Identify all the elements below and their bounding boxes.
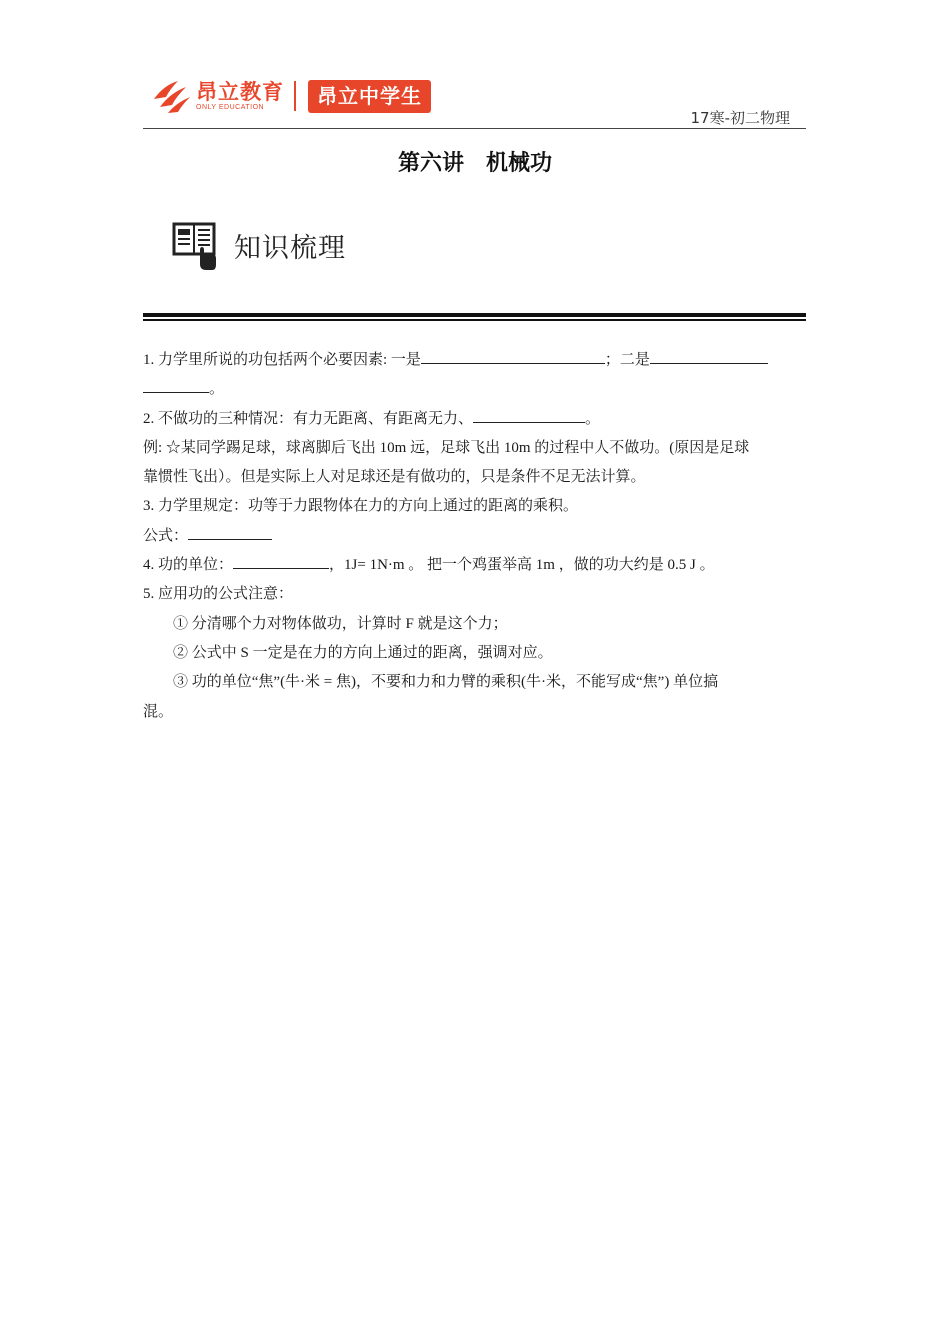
example-text: 靠惯性飞出）。但是实际上人对足球还是有做功的，只是条件不足无法计算。 bbox=[143, 469, 646, 486]
book-hand-icon bbox=[172, 220, 218, 272]
list-item: 3. 力学里规定：功等于力跟物体在力的方向上通过的距离的乘积。 bbox=[143, 498, 579, 515]
note-item: ① 分清哪个力对物体做功，计算时 F 就是这个力； bbox=[173, 615, 508, 632]
course-label: 17寒-初二物理 bbox=[690, 109, 790, 127]
lecture-title: 第六讲 机械功 bbox=[397, 151, 552, 176]
section-rule-thin bbox=[143, 319, 806, 321]
answer-blank bbox=[421, 349, 605, 364]
answer-blank bbox=[473, 408, 585, 423]
section-rule-thick bbox=[143, 313, 806, 317]
example-text: 例: ☆某同学踢足球，球离脚后飞出 10m 远，足球飞出 10m 的过程中人不做功。(原因是足球 bbox=[143, 439, 750, 456]
list-item: 。 bbox=[143, 375, 807, 404]
list-item: 4. 功的单位： ，1J= 1N·m 。 把一个鸡蛋举高 1m ，做的功大约是 0.5 J 。 bbox=[143, 551, 807, 580]
answer-blank bbox=[650, 349, 768, 364]
list-item: 5. 应用功的公式注意： bbox=[143, 586, 294, 603]
logo-name: 昂立教育 bbox=[196, 79, 284, 104]
logo-english-name: ONLY EDUCATION bbox=[196, 103, 265, 111]
list-item: 公式： bbox=[143, 522, 807, 551]
header-divider bbox=[143, 128, 806, 129]
note-item: 混。 bbox=[143, 703, 174, 720]
logo-badge: 昂立中学生 bbox=[308, 80, 431, 113]
answer-blank bbox=[233, 554, 329, 569]
list-item: 2. 不做功的三种情况：有力无距离、有距离无力、 。 bbox=[143, 405, 807, 434]
answer-blank bbox=[143, 378, 209, 393]
company-logo bbox=[150, 76, 431, 116]
note-item: ② 公式中 S 一定是在力的方向上通过的距离，强调对应。 bbox=[173, 644, 553, 661]
section-heading: 知识梳理 bbox=[234, 233, 346, 264]
note-item: ③ 功的单位“焦”(牛·米 = 焦)，不要和力和力臂的乘积(牛·米，不能写成“焦”) 单位搞 bbox=[173, 674, 719, 691]
list-item: 1. 力学里所说的功包括两个必要因素: 一是 ；二是 bbox=[143, 346, 807, 375]
answer-blank bbox=[188, 525, 272, 540]
knowledge-list bbox=[143, 346, 807, 727]
logo-divider bbox=[294, 81, 296, 111]
logo-swoosh-icon bbox=[150, 77, 192, 115]
